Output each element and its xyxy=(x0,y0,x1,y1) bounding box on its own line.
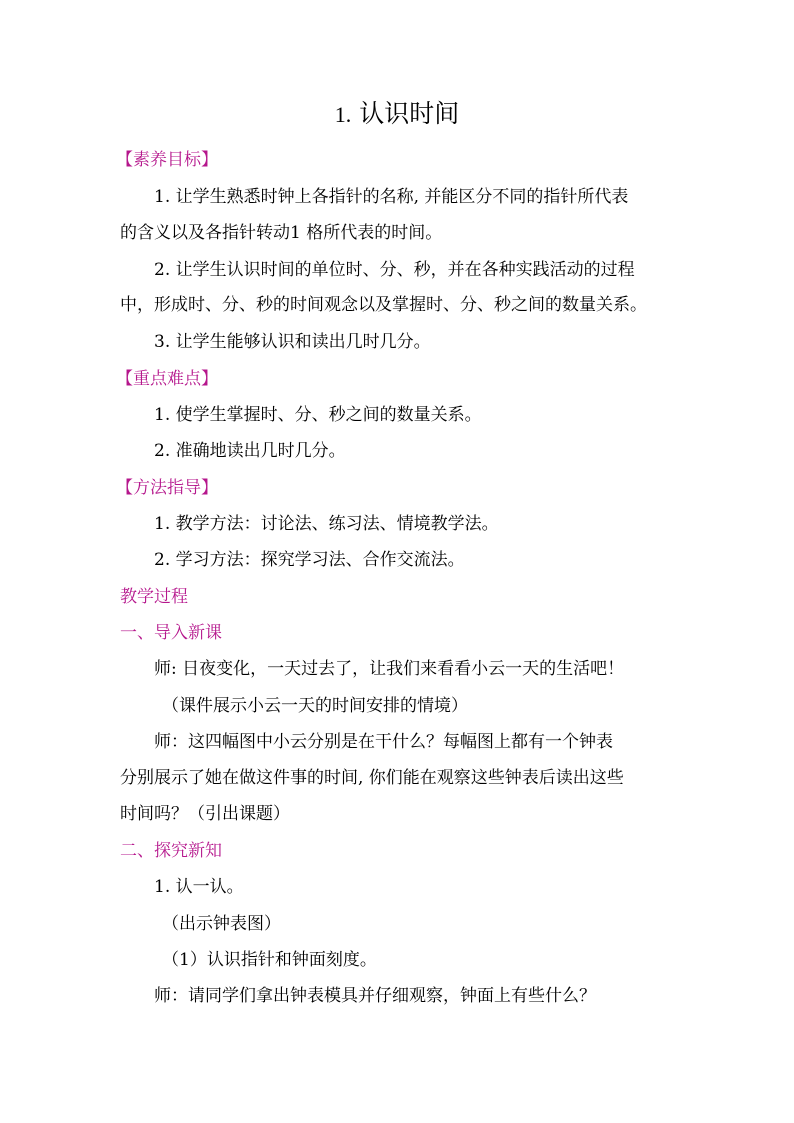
p3: 1. 认一认。 xyxy=(154,877,244,897)
goal1-line1: 1. 让学生熟悉时钟上各指针的名称, 并能区分不同的指针所代表 xyxy=(154,187,629,207)
goal2-line1: 2. 让学生认识时间的单位时、分、秒，并在各种实践活动的过程 xyxy=(154,260,635,280)
p2-line1: 师：这四幅图中小云分别是在干什么？每幅图上都有一个钟表 xyxy=(154,732,613,752)
key1: 1. 使学生掌握时、分、秒之间的数量关系。 xyxy=(154,405,482,425)
process-heading: 教学过程 xyxy=(120,587,188,607)
method-heading: 【方法指导】 xyxy=(116,478,218,498)
goal1-line2: 的含义以及各指针转动1 格所代表的时间。 xyxy=(120,223,443,243)
goals-heading: 【素养目标】 xyxy=(116,150,218,170)
title-number: 1. xyxy=(334,102,352,127)
part2-heading: 二、探究新知 xyxy=(120,841,222,861)
p6: 师：请同学们拿出钟表模具并仔细观察，钟面上有些什么？ xyxy=(154,986,596,1006)
method1: 1. 教学方法：讨论法、练习法、情境教学法。 xyxy=(154,514,499,534)
page-title xyxy=(0,98,794,131)
goal3: 3. 让学生能够认识和读出几时几分。 xyxy=(154,332,431,352)
p4: （出示钟表图） xyxy=(162,914,281,934)
p1-line1: 师: 日夜变化，一天过去了，让我们来看看小云一天的生活吧！ xyxy=(154,659,625,679)
key-heading: 【重点难点】 xyxy=(116,369,218,389)
goal2-line2: 中，形成时、分、秒的时间观念以及掌握时、分、秒之间的数量关系。 xyxy=(120,295,647,315)
p2-line2: 分别展示了她在做这件事的时间, 你们能在观察这些钟表后读出这些 xyxy=(120,768,624,788)
p5: （1）认识指针和钟面刻度。 xyxy=(162,950,377,970)
part1-heading: 一、导入新课 xyxy=(120,623,222,643)
p2-line3: 时间吗？（引出课题） xyxy=(120,804,290,824)
p1-line2: （课件展示小云一天的时间安排的情境） xyxy=(162,696,468,716)
method2: 2. 学习方法：探究学习法、合作交流法。 xyxy=(154,550,465,570)
key2: 2. 准确地读出几时几分。 xyxy=(154,441,346,461)
title-text: 认识时间 xyxy=(359,99,460,128)
